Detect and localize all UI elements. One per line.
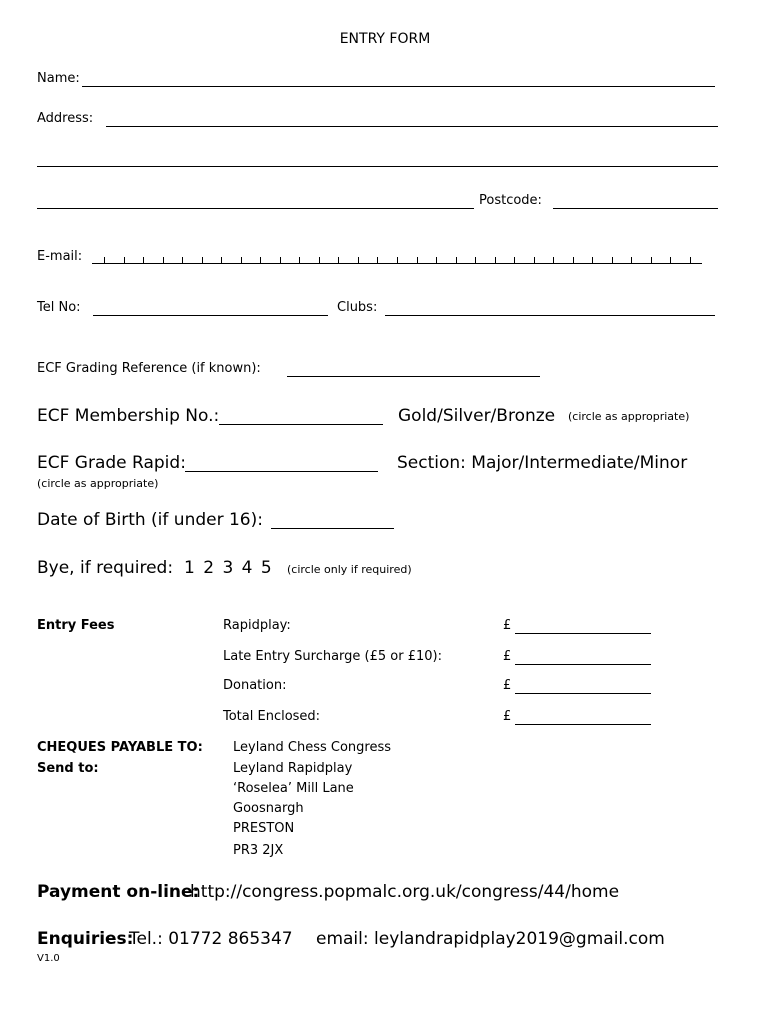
email-box-divider bbox=[631, 257, 632, 263]
fee-field-late[interactable] bbox=[515, 664, 651, 665]
email-box-divider bbox=[456, 257, 457, 263]
fee-currency: £ bbox=[503, 618, 512, 633]
fees-heading: Entry Fees bbox=[37, 618, 115, 633]
payment-label: Payment on-line: bbox=[37, 882, 200, 902]
fee-label-donation: Donation: bbox=[223, 678, 287, 693]
postcode-field[interactable] bbox=[553, 208, 718, 209]
email-box-divider bbox=[475, 257, 476, 263]
payment-url[interactable]: http://congress.popmalc.org.uk/congress/44/home bbox=[190, 882, 620, 902]
membership-note: (circle as appropriate) bbox=[568, 410, 690, 423]
fee-currency: £ bbox=[503, 709, 512, 724]
clubs-label: Clubs: bbox=[337, 300, 378, 315]
postcode-label: Postcode: bbox=[479, 193, 542, 208]
email-box-divider bbox=[299, 257, 300, 263]
email-box-divider bbox=[182, 257, 183, 263]
email-box-divider bbox=[495, 257, 496, 263]
fee-label-late: Late Entry Surcharge (£5 or £10): bbox=[223, 649, 443, 664]
form-title: ENTRY FORM bbox=[339, 31, 431, 47]
address-label: Address: bbox=[37, 111, 94, 126]
email-box-divider bbox=[202, 257, 203, 263]
ecf-ref-field[interactable] bbox=[287, 376, 540, 377]
email-box-divider bbox=[397, 257, 398, 263]
bye-label: Bye, if required: bbox=[37, 558, 174, 578]
membership-field[interactable] bbox=[219, 424, 383, 425]
email-box-divider bbox=[358, 257, 359, 263]
dob-label: Date of Birth (if under 16): bbox=[37, 510, 263, 530]
email-box-divider bbox=[221, 257, 222, 263]
email-box-divider bbox=[163, 257, 164, 263]
fee-currency: £ bbox=[503, 678, 512, 693]
version-label: V1.0 bbox=[37, 953, 60, 964]
email-box-divider bbox=[651, 257, 652, 263]
email-box-divider bbox=[260, 257, 261, 263]
address-line: PR3 2JX bbox=[233, 843, 284, 858]
fee-label-rapidplay: Rapidplay: bbox=[223, 618, 291, 633]
address-field-3[interactable] bbox=[37, 208, 474, 209]
membership-level: Gold/Silver/Bronze bbox=[398, 406, 556, 426]
address-line: PRESTON bbox=[233, 821, 295, 836]
address-field-2[interactable] bbox=[37, 166, 718, 167]
email-box-divider bbox=[377, 257, 378, 263]
address-line: Goosnargh bbox=[233, 801, 304, 816]
name-field[interactable] bbox=[82, 86, 715, 87]
ecf-ref-label: ECF Grading Reference (if known): bbox=[37, 361, 261, 376]
email-box-divider bbox=[592, 257, 593, 263]
email-field[interactable] bbox=[92, 257, 702, 264]
address-field-1[interactable] bbox=[106, 126, 718, 127]
fee-field-rapidplay[interactable] bbox=[515, 633, 651, 634]
address-line: Leyland Rapidplay bbox=[233, 761, 353, 776]
section-note: (circle as appropriate) bbox=[37, 477, 159, 490]
send-label: Send to: bbox=[37, 761, 99, 776]
email-label: E-mail: bbox=[37, 249, 83, 264]
email-box-divider bbox=[319, 257, 320, 263]
dob-field[interactable] bbox=[271, 528, 394, 529]
grade-rapid-field[interactable] bbox=[185, 471, 378, 472]
email-box-divider bbox=[338, 257, 339, 263]
clubs-field[interactable] bbox=[385, 315, 715, 316]
enquiries-label: Enquiries: bbox=[37, 929, 134, 949]
fee-field-total[interactable] bbox=[515, 724, 651, 725]
bye-options: 1 2 3 4 5 bbox=[184, 558, 272, 578]
bye-note: (circle only if required) bbox=[287, 563, 412, 576]
membership-label: ECF Membership No.: bbox=[37, 406, 220, 426]
email-box-divider bbox=[670, 257, 671, 263]
email-box-divider bbox=[280, 257, 281, 263]
tel-label: Tel No: bbox=[37, 300, 81, 315]
email-box-divider bbox=[612, 257, 613, 263]
section-options: Section: Major/Intermediate/Minor bbox=[397, 453, 688, 473]
fee-label-total: Total Enclosed: bbox=[223, 709, 321, 724]
tel-field[interactable] bbox=[93, 315, 328, 316]
name-label: Name: bbox=[37, 71, 80, 86]
fee-currency: £ bbox=[503, 649, 512, 664]
enquiries-email[interactable]: email: leylandrapidplay2019@gmail.com bbox=[316, 929, 665, 949]
email-box-divider bbox=[690, 257, 691, 263]
email-box-divider bbox=[534, 257, 535, 263]
payable-label: CHEQUES PAYABLE TO: bbox=[37, 740, 203, 755]
email-box-divider bbox=[573, 257, 574, 263]
enquiries-tel: Tel.: 01772 865347 bbox=[129, 929, 293, 949]
email-box-divider bbox=[417, 257, 418, 263]
fee-field-donation[interactable] bbox=[515, 693, 651, 694]
email-box-divider bbox=[514, 257, 515, 263]
email-box-divider bbox=[553, 257, 554, 263]
grade-rapid-label: ECF Grade Rapid: bbox=[37, 453, 186, 473]
email-box-divider bbox=[104, 257, 105, 263]
email-box-divider bbox=[436, 257, 437, 263]
email-box-divider bbox=[143, 257, 144, 263]
email-box-divider bbox=[241, 257, 242, 263]
email-box-divider bbox=[124, 257, 125, 263]
address-line: ‘Roselea’ Mill Lane bbox=[233, 781, 354, 796]
payable-value: Leyland Chess Congress bbox=[233, 740, 392, 755]
